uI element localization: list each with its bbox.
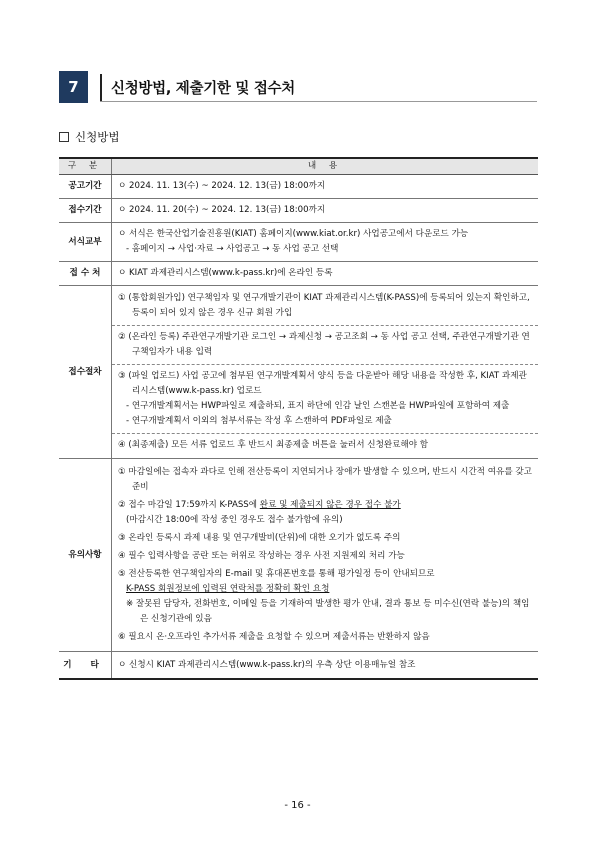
table-header-row: [59, 158, 538, 175]
checkbox-square-icon: [59, 132, 69, 142]
procedure-step-2: ② (온라인 등록) 주관연구개발기관 로그인 → 과제신청 → 공고조회 → 동 사업 공고 선택, 주관연구개발기관 연구책임자가 내용 입력: [118, 332, 530, 357]
caution-2-underlined: 완료 및 제출되지 않은 경우 접수 불가: [259, 500, 401, 510]
subheading-text: 신청방법: [75, 130, 120, 144]
section-underline: [100, 101, 537, 102]
procedure-step-1: ① (통합회원가입) 연구책임자 및 연구개발기관이 KIAT 과제관리시스템(K-PASS)에 등록되어 있는지 확인하고, 등록이 되어 있지 않은 경우 신규 회원 가입: [118, 293, 530, 318]
caution-5: ⑤ 전산등록한 연구책임자의 E-mail 및 휴대폰번호를 통해 평가일정 등이 안내되므로: [118, 569, 435, 579]
row-label: [59, 652, 112, 680]
caution-4: ④ 필수 입력사항을 공란 또는 허위로 작성하는 경우 사전 지원제외 처리 가능: [118, 551, 405, 561]
row-content: ㅇ 신청시 KIAT 과제관리시스템(www.k-pass.kr)의 우측 상단 이용매뉴얼 참조: [112, 652, 539, 680]
page-number: - 16 -: [284, 800, 311, 811]
caution-3: ③ 온라인 등록시 과제 내용 및 연구개발비(단위)에 대한 오기가 없도록 주의: [118, 533, 401, 543]
caution-2-text: ② 접수 마감일 17:59까지 K-PASS에: [118, 500, 260, 510]
caution-6: ⑥ 필요시 온·오프라인 추가서류 제출을 요청할 수 있으며 제출서류는 반환하지 않음: [118, 632, 430, 642]
table-row-announce: [59, 175, 538, 199]
caution-2-sub: (마감시간 18:00에 작성 중인 경우도 접수 불가함에 유의): [126, 515, 343, 525]
row-label: 접수기간: [59, 199, 112, 223]
caution-5-note: ※ 잘못된 담당자, 전화번호, 이메일 등을 기재하여 발생한 평가 안내, 결과 통보 등 미수신(연락 불능)의 책임은 신청기관에 있음: [126, 599, 530, 624]
table-row-receipt: [59, 199, 538, 223]
row-label: 접 수 처: [59, 262, 112, 286]
procedure-step-3-sub-1: - 연구개발계획서는 HWP파일로 제출하되, 표지 하단에 인감 날인 스캔본을 HWP파일에 포함하여 제출: [126, 401, 510, 411]
caution-2: [118, 498, 532, 513]
row-label: 유의사항: [59, 459, 112, 652]
row-content: [112, 459, 539, 652]
header-content: 내 용: [112, 158, 539, 175]
row-content: [112, 223, 539, 262]
dashed-divider: [112, 364, 538, 365]
row-label: 접수절차: [59, 286, 112, 459]
procedure-step-3: ③ (파일 업로드) 사업 공고에 첨부된 연구개발계획서 양식 등을 다운받아 해당 내용을 작성한 후, KIAT 과제관리시스템(www.k-pass.kr) 업로드: [118, 371, 527, 396]
section-number-badge: 7: [59, 71, 88, 103]
caution-5-underlined: K-PASS 회원정보에 입력된 연락처를 정확히 확인 요청: [126, 584, 330, 594]
forms-line-2: - 홈페이지 → 사업·자료 → 사업공고 → 동 사업 공고 선택: [126, 244, 339, 254]
table-row-cautions: [59, 459, 538, 652]
section-header: [59, 71, 537, 103]
caution-1: ① 마감일에는 접속자 과다로 인해 전산등록이 지연되거나 장애가 발생할 수 있으며, 반드시 시간적 여유를 갖고 준비: [118, 467, 532, 492]
row-content: ㅇ 2024. 11. 13(수) ~ 2024. 12. 13(금) 18:00까지: [112, 175, 539, 199]
table-row-etc: [59, 652, 538, 680]
row-content: ㅇ KIAT 과제관리시스템(www.k-pass.kr)에 온라인 등록: [112, 262, 539, 286]
section-divider: [100, 74, 102, 101]
procedure-step-3-sub-2: - 연구개발계획서 이외의 첨부서류는 작성 후 스캔하여 PDF파일로 제출: [126, 416, 392, 426]
dashed-divider: [112, 433, 538, 434]
section-title: 신청방법, 제출기한 및 접수처: [111, 81, 295, 97]
table-row-forms: [59, 223, 538, 262]
application-method-table: [59, 157, 538, 680]
header-category: 구 분: [59, 158, 112, 175]
table-row-procedure: [59, 286, 538, 459]
row-label: 서식교부: [59, 223, 112, 262]
procedure-step-4: ④ (최종제출) 모든 서류 업로드 후 반드시 최종제출 버튼을 눌러서 신청완료해야 함: [118, 440, 429, 450]
forms-line-1: ㅇ 서식은 한국산업기술진흥원(KIAT) 홈페이지(www.kiat.or.kr) 사업공고에서 다운로드 가능: [118, 229, 469, 239]
row-content: [112, 286, 539, 459]
row-label: 공고기간: [59, 175, 112, 199]
subheading: [59, 129, 119, 145]
dashed-divider: [112, 325, 538, 326]
row-content: ㅇ 2024. 11. 20(수) ~ 2024. 12. 13(금) 18:00까지: [112, 199, 539, 223]
table-row-place: [59, 262, 538, 286]
row-label-text: 기 타: [63, 659, 107, 670]
